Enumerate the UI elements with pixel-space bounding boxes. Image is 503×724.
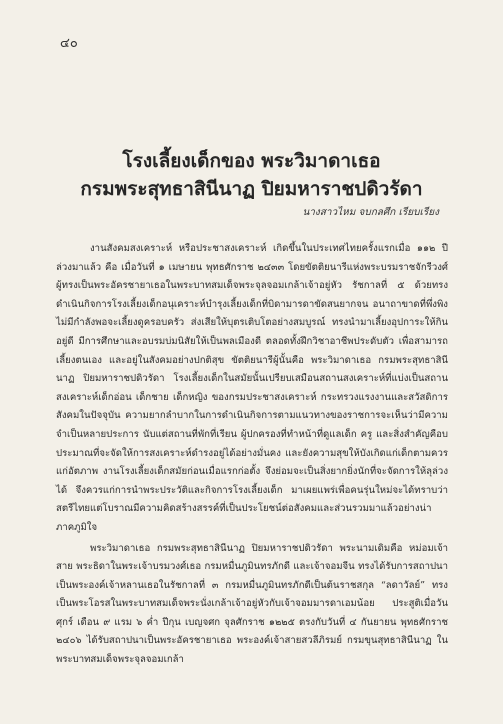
body-text <box>56 240 448 670</box>
author-credit: นางสาวไหม จบกลศึก เรียบเรียง <box>302 207 439 218</box>
page-number: ๔๐ <box>60 36 78 51</box>
paragraph-1: งานสังคมสงเคราะห์ หรือประชาสงเคราะห์ เกิดขึ้นในประเทศไทยครั้งแรกเมื่อ ๑๑๒ ปี ล่วงมาแล้ว คือ เมื่อวันที่ ๑ เมษายน พุทธศักราช ๒๔๓๓ โดยขัตติยนารีแห่งพระบรมราชจักรีวงศ์ ผู้ทรงเป็นพระอัครชายาเธอในพระบาทสมเด็จพระจุลจอมเกล้าเจ้าอยู่หัว รัชกาลที่ ๕ ด้วยทรงดำเนินกิจการโรงเลี้ยงเด็กอนุเคราะห์บำรุงเลี้ยงเด็กที่บิดามารดาขัดสนยากจน อนาถาขาดที่พึ่งพิง ไม่มีกำลังพอจะเลี้ยงดูครอบครัว ส่งเสียให้บุตรเติบโตอย่างสมบูรณ์ ทรงนำมาเลี้ยงอุปการะให้กินอยู่ดี มีการศึกษาและอบรมบ่มนิสัยให้เป็นพลเมืองดี ตลอดทั้งฝึกวิชาอาชีพประดับตัว เพื่อสามารถเลี้ยงตนเอง และอยู่ในสังคมอย่างปกติสุข ขัตติยนารีผู้นั้นคือ พระวิมาดาเธอ กรมพระสุทธาสินีนาฏ ปิยมหาราชปดิวรัดา โรงเลี้ยงเด็กในสมัยนั้นเปรียบเสมือนสถานสงเคราะห์ที่แบ่งเป็นสถานสงเคราะห์เด็กอ่อน เด็กชาย เด็กหญิง ของกรมประชาสงเคราะห์ กระทรวงแรงงานและสวัสดิการสังคมในปัจจุบัน ความยากลำบากในการดำเนินกิจการตามแนวทางของราชการจะเห็นว่ามีความจำเป็นหลายประการ นับแต่สถานที่พักที่เรียน ผู้ปกครองที่ทำหน้าที่ดูแลเด็ก ครู และสิ่งสำคัญคือบประมาณที่จะจัดให้การสงเคราะห์ดำรงอยู่ได้อย่างมั่นคง และยังความสุขให้บังเกิดแก่เด็กตามควรแก่อัตภาพ งานโรงเลี้ยงเด็กสมัยก่อนเมื่อแรกก่อตั้ง จึงย่อมจะเป็นสิ่งยากยิ่งนักที่จะจัดการให้ลุล่วงได้ จึงควรแก่การนำพระประวัติและกิจการโรงเลี้ยงเด็ก มาเผยแพร่เพื่อคนรุ่นใหม่จะได้ทราบว่า สตรีไทยแต่โบราณมีความคิดสร้างสรรค์ที่เป็นประโยชน์ต่อสังคมและส่วนรวมมาแล้วอย่างน่าภาคภูมิใจ <box>56 243 448 533</box>
title-line-2: กรมพระสุทธาสินีนาฏ ปิยมหาราชปดิวรัดา <box>80 178 423 200</box>
title-line-1: โรงเลี้ยงเด็กของ พระวิมาดาเธอ <box>122 150 381 172</box>
paragraph-2: พระวิมาดาเธอ กรมพระสุทธาสินีนาฏ ปิยมหาราชปดิวรัดา พระนามเดิมคือ หม่อมเจ้าสาย พระธิดาในพระเจ้าบรมวงศ์เธอ กรมหมื่นภูมินทรภักดี และเจ้าจอมจีน ทรงได้รับการสถาปนาเป็นพระองค์เจ้าหลานเธอในรัชกาลที่ ๓ กรมหมื่นภูมินทรภักดีเป็นต้นราชสกุล “ลดาวัลย์” ทรงเป็นพระโอรสในพระบาทสมเด็จพระนั่งเกล้าเจ้าอยู่หัวกับเจ้าจอมมารดาเอมน้อย ประสูติเมื่อวันศุกร์ เดือน ๙ แรม ๖ ค่ำ ปีกุน เบญจศก จุลศักราช ๑๒๒๕ ตรงกับวันที่ ๔ กันยายน พุทธศักราช ๒๔๐๖ ได้รับสถาปนาเป็นพระอัครชายาเธอ พระองค์เจ้าสายสวลีภิรมย์ กรมขุนสุทธาสินีนาฏ ในพระบาทสมเด็จพระจุลจอมเกล้า <box>56 542 448 666</box>
